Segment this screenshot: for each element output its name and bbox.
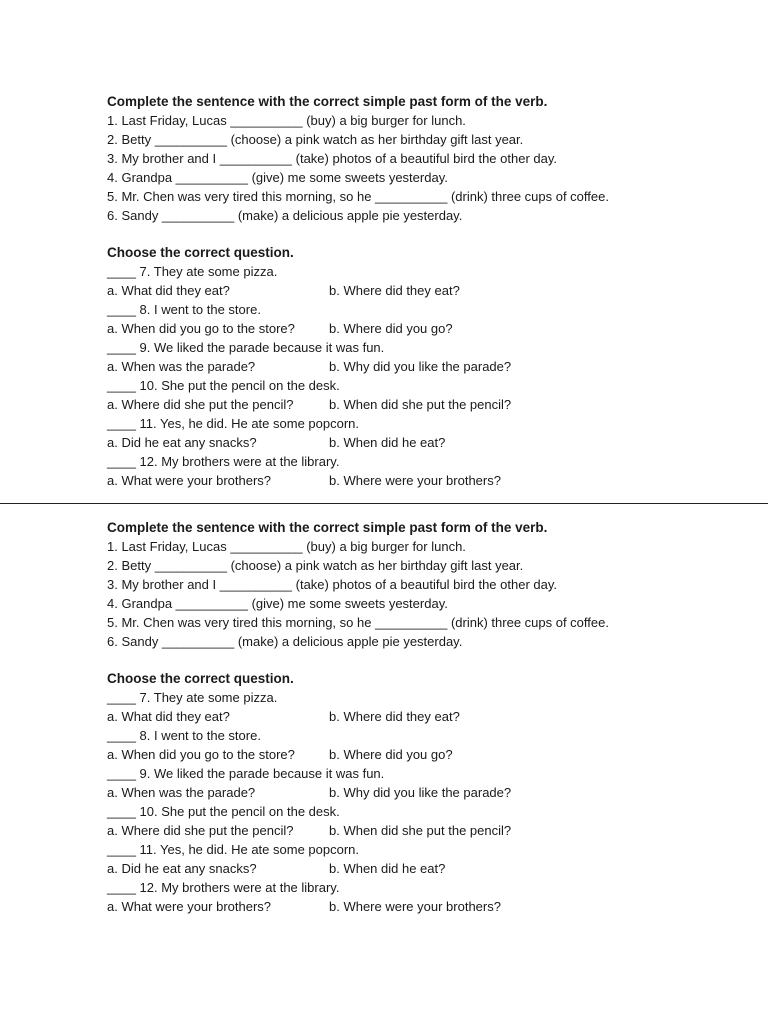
option-a: a. What did they eat?	[107, 283, 230, 298]
answer-options	[107, 319, 707, 338]
fill-sentence: 2. Betty __________ (choose) a pink watch as her birthday gift last year.	[107, 132, 524, 147]
option-b: b. Where did you go?	[329, 321, 453, 336]
option-a: a. What were your brothers?	[107, 473, 272, 488]
option-b: b. When did she put the pencil?	[329, 397, 512, 412]
option-a: a. What did they eat?	[107, 709, 230, 724]
fill-sentence: 3. My brother and I __________ (take) photos of a beautiful bird the other day.	[107, 151, 557, 166]
option-a: a. When did you go to the store?	[107, 747, 295, 762]
cut-divider-line	[0, 503, 768, 504]
option-b: b. Where were your brothers?	[329, 899, 501, 914]
question-prompt: ____ 9. We liked the parade because it was fun.	[107, 340, 385, 355]
option-b: b. When did he eat?	[329, 861, 446, 876]
option-b: b. When did she put the pencil?	[329, 823, 512, 838]
option-a: a. When was the parade?	[107, 785, 256, 800]
part2-heading: Choose the correct question.	[107, 671, 294, 686]
answer-options	[107, 357, 707, 376]
answer-options	[107, 783, 707, 802]
question-prompt: ____ 8. I went to the store.	[107, 728, 261, 743]
answer-options	[107, 745, 707, 764]
question-prompt: ____ 10. She put the pencil on the desk.	[107, 378, 340, 393]
answer-options	[107, 859, 707, 878]
question-prompt: ____ 11. Yes, he did. He ate some popcorn.	[107, 416, 359, 431]
option-b: b. Where did they eat?	[329, 283, 460, 298]
option-a: a. Where did she put the pencil?	[107, 397, 294, 412]
question-prompt: ____ 11. Yes, he did. He ate some popcorn.	[107, 842, 359, 857]
fill-sentence: 2. Betty __________ (choose) a pink watch as her birthday gift last year.	[107, 558, 524, 573]
question-prompt: ____ 9. We liked the parade because it was fun.	[107, 766, 385, 781]
answer-options	[107, 897, 707, 916]
option-a: a. When was the parade?	[107, 359, 256, 374]
answer-options	[107, 281, 707, 300]
option-a: a. Did he eat any snacks?	[107, 435, 257, 450]
fill-sentence: 1. Last Friday, Lucas __________ (buy) a big burger for lunch.	[107, 539, 466, 554]
worksheet-copy-2	[107, 518, 707, 916]
fill-sentence: 5. Mr. Chen was very tired this morning, so he __________ (drink) three cups of coffee.	[107, 189, 609, 204]
fill-sentence: 4. Grandpa __________ (give) me some sweets yesterday.	[107, 170, 448, 185]
answer-options	[107, 821, 707, 840]
question-prompt: ____ 12. My brothers were at the library.	[107, 880, 340, 895]
fill-sentence: 4. Grandpa __________ (give) me some sweets yesterday.	[107, 596, 448, 611]
option-b: b. Where did they eat?	[329, 709, 460, 724]
part1-heading: Complete the sentence with the correct simple past form of the verb.	[107, 94, 548, 109]
question-prompt: ____ 10. She put the pencil on the desk.	[107, 804, 340, 819]
option-a: a. Did he eat any snacks?	[107, 861, 257, 876]
question-prompt: ____ 12. My brothers were at the library.	[107, 454, 340, 469]
question-prompt: ____ 7. They ate some pizza.	[107, 690, 278, 705]
option-a: a. Where did she put the pencil?	[107, 823, 294, 838]
part2-heading: Choose the correct question.	[107, 245, 294, 260]
option-b: b. Why did you like the parade?	[329, 359, 512, 374]
answer-options	[107, 707, 707, 726]
fill-sentence: 6. Sandy __________ (make) a delicious apple pie yesterday.	[107, 208, 463, 223]
answer-options	[107, 433, 707, 452]
fill-sentence: 3. My brother and I __________ (take) photos of a beautiful bird the other day.	[107, 577, 557, 592]
option-b: b. Where were your brothers?	[329, 473, 501, 488]
section-spacer	[107, 651, 707, 669]
worksheet-copy-1	[107, 92, 707, 490]
fill-sentence: 1. Last Friday, Lucas __________ (buy) a big burger for lunch.	[107, 113, 466, 128]
option-a: a. What were your brothers?	[107, 899, 272, 914]
option-b: b. Where did you go?	[329, 747, 453, 762]
question-prompt: ____ 7. They ate some pizza.	[107, 264, 278, 279]
answer-options	[107, 395, 707, 414]
option-b: b. When did he eat?	[329, 435, 446, 450]
option-b: b. Why did you like the parade?	[329, 785, 512, 800]
option-a: a. When did you go to the store?	[107, 321, 295, 336]
question-prompt: ____ 8. I went to the store.	[107, 302, 261, 317]
part1-heading: Complete the sentence with the correct simple past form of the verb.	[107, 520, 548, 535]
fill-sentence: 5. Mr. Chen was very tired this morning, so he __________ (drink) three cups of coffee.	[107, 615, 609, 630]
fill-sentence: 6. Sandy __________ (make) a delicious apple pie yesterday.	[107, 634, 463, 649]
section-spacer	[107, 225, 707, 243]
answer-options	[107, 471, 707, 490]
